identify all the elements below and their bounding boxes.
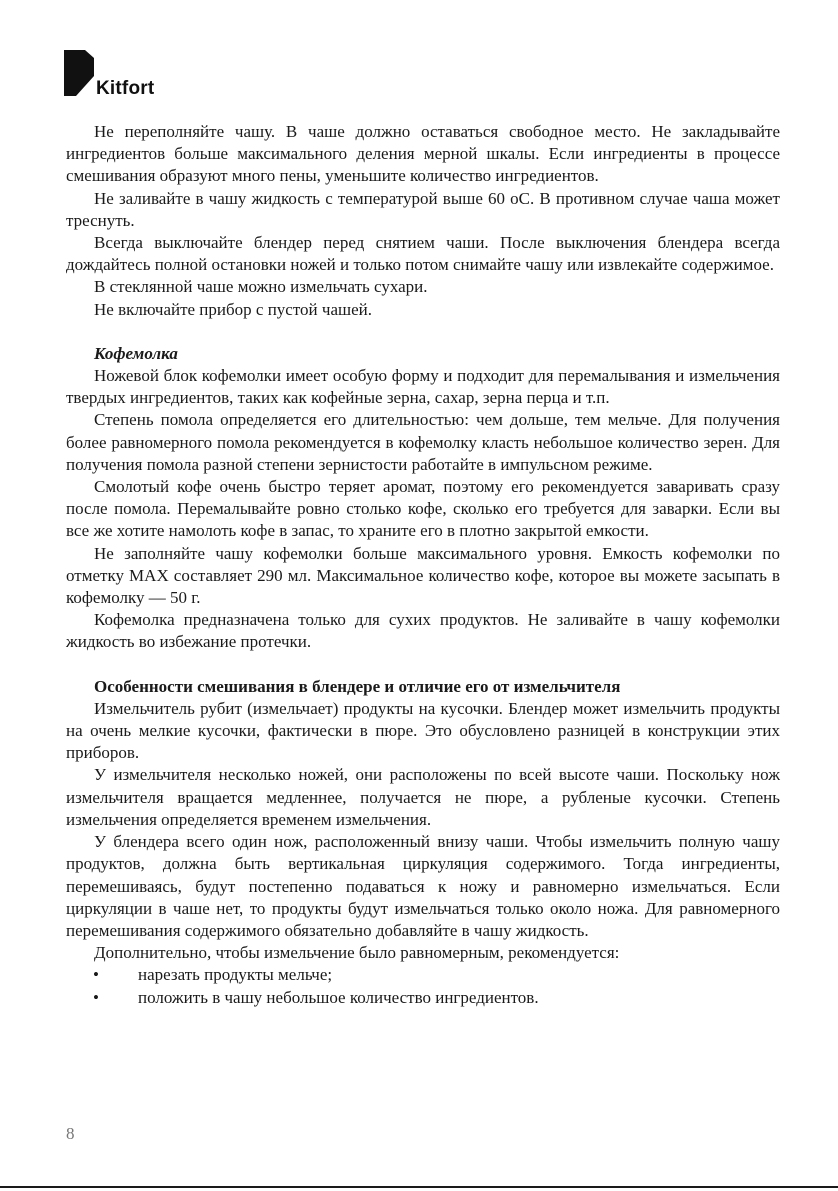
paragraph: Всегда выключайте блендер перед снятием чаши. После выключения блендера всегда дождайтесь полной остановки ножей и только потом снимайте чашу или извлекайте содержимое. [66,233,780,275]
list-item-text: положить в чашу небольшое количество ингредиентов. [138,987,539,1007]
page-bottom-rule [0,1186,838,1188]
paragraph: Измельчитель рубит (измельчает) продукты на кусочки. Блендер может измельчить продукты на очень мелкие кусочки, фактически в пюре. Это обусловлено разницей в конструкции этих приборов. [66,698,780,763]
list-item-text: нарезать продукты мельче; [138,965,333,985]
paragraph: Не переполняйте чашу. В чаше должно оставаться свободное место. Не закладывайте ингредиентов больше максимального деления мерной шкалы. Если ингредиенты в процессе смешивания образуют много пены, уменьшите количество ингредиентов. [66,122,780,186]
section-heading: Особенности смешивания в блендере и отличие его от измельчителя [94,676,621,696]
section-blending-features [66,676,780,1009]
document-body [66,121,780,1009]
kitfort-logo-icon [64,50,94,96]
section-blender-usage [66,121,780,321]
paragraph: Не заполняйте чашу кофемолки больше максимального уровня. Емкость кофемолки по отметку MAX составляет 290 мл. Максимальное количество кофе, которое вы можете засыпать в кофемолку — 50 г. [66,543,780,608]
bullet-icon: • [93,987,99,1007]
logo-text: Kitfort [96,78,155,99]
paragraph: Не включайте прибор с пустой чашей. [94,299,372,319]
page-number: 8 [66,1124,75,1143]
section-coffee-grinder [66,343,780,654]
paragraph: Кофемолка предназначена только для сухих продуктов. Не заливайте в чашу кофемолки жидкость во избежание протечки. [66,610,780,652]
bullet-list [66,964,780,1008]
paragraph: У блендера всего один нож, расположенный внизу чаши. Чтобы измельчить полную чашу продуктов, должна быть вертикальная циркуляция содержимого. Тогда ингредиенты, перемешиваясь, будут постепенно подаваться к ножу и равномерно измельчаться. Если циркуляции в чаше нет, то продукты будут измельчаться только около ножа. Для равномерного перемешивания содержимого обязательно добавляйте в чашу жидкость. [66,832,780,940]
section-spacer [66,321,780,343]
paragraph: Не заливайте в чашу жидкость с температурой выше 60 оС. В противном случае чаша может треснуть. [66,188,780,230]
section-heading: Кофемолка [94,343,178,363]
paragraph: Ножевой блок кофемолки имеет особую форму и подходит для перемалывания и измельчения твердых ингредиентов, таких как кофейные зерна, сахар, зерна перца и т.п. [66,366,780,408]
list-item [66,987,780,1009]
paragraph: Дополнительно, чтобы измельчение было равномерным, рекомендуется: [94,943,620,963]
paragraph: В стеклянной чаше можно измельчать сухари. [94,277,428,297]
paragraph: Смолотый кофе очень быстро теряет аромат, поэтому его рекомендуется заваривать сразу после помола. Перемалывайте ровно столько кофе, сколько его требуется для заварки. Если вы все же хотите намолоть кофе в запас, то храните его в плотно закрытой емкости. [66,477,780,541]
section-spacer [66,654,780,676]
list-item [66,964,780,986]
bullet-icon: • [93,965,99,985]
paragraph: Степень помола определяется его длительностью: чем дольше, тем мельче. Для получения более равномерного помола рекомендуется в кофемолку класть небольшое количество зерен. Для получения помола разной степени зернистости работайте в импульсном режиме. [66,410,780,474]
paragraph: У измельчителя несколько ножей, они расположены по всей высоте чаши. Поскольку нож измельчителя вращается медленнее, получается не пюре, а рубленые кусочки. Степень измельчения определяется временем измельчения. [66,765,780,829]
